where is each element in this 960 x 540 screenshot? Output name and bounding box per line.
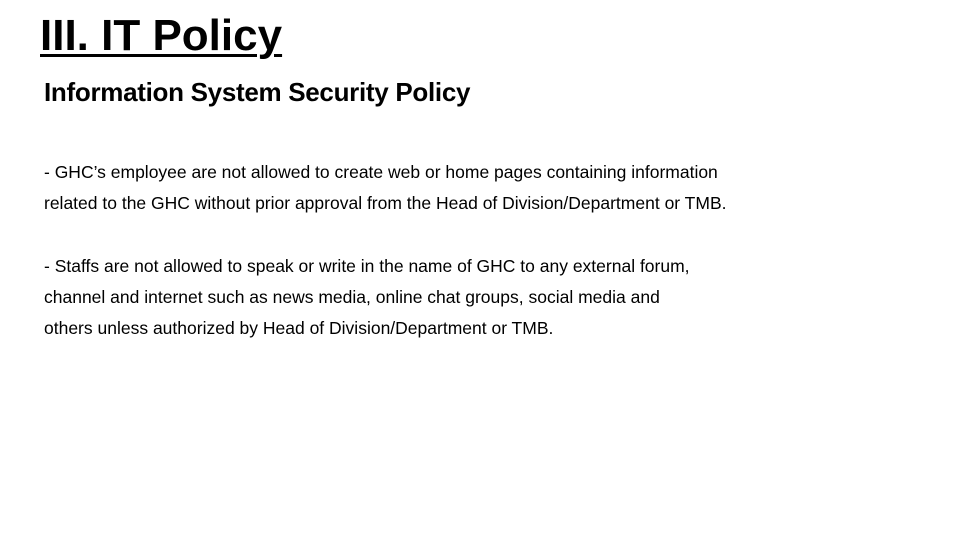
policy-paragraph-employee-web-pages [44,157,924,219]
policy-paragraph-external-communication [44,251,924,344]
paragraph-line: related to the GHC without prior approval from the Head of Division/Department or TMB. [44,193,727,213]
paragraph-line: - GHC’s employee are not allowed to create web or home pages containing information [44,162,718,182]
paragraph-line: others unless authorized by Head of Division/Department or TMB. [44,318,554,338]
slide-subtitle: Information System Security Policy [44,77,471,107]
slide-title: III. IT Policy [40,11,283,60]
paragraph-line: - Staffs are not allowed to speak or write in the name of GHC to any external forum, [44,256,690,276]
paragraph-line: channel and internet such as news media, online chat groups, social media and [44,287,660,307]
